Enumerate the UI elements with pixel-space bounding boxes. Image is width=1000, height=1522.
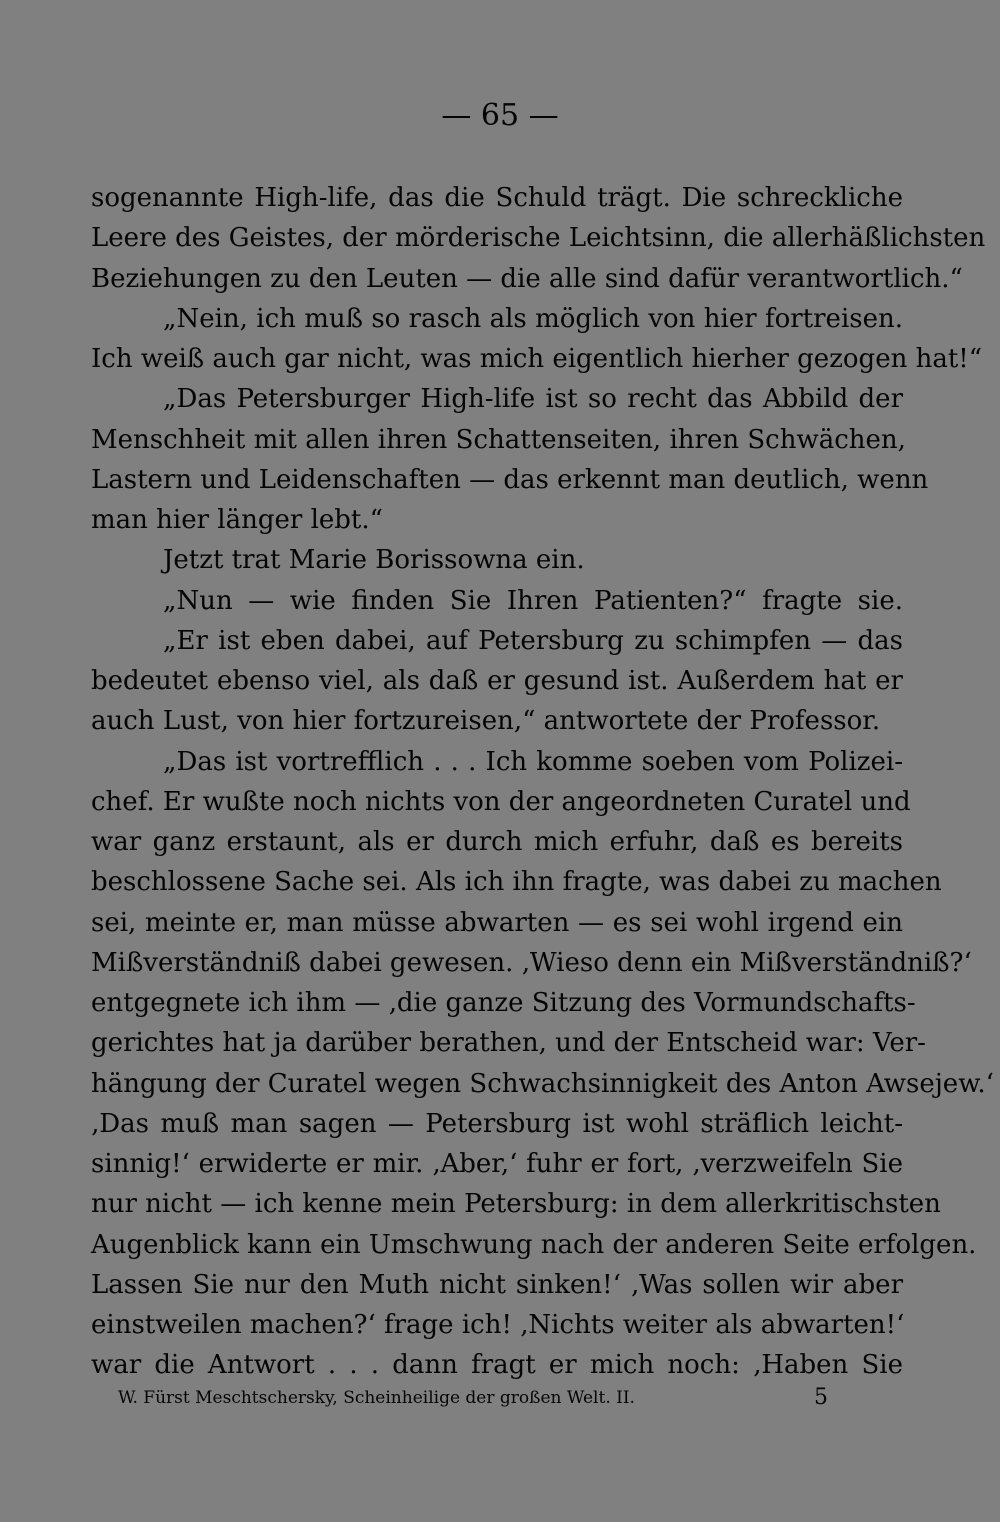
text-line: hängung der Curatel wegen Schwachsinnigkeit des Anton Awsejew.‘ xyxy=(91,1068,994,1099)
text-line: ‚Das muß man sagen — Petersburg ist wohl sträflich leicht- xyxy=(91,1108,903,1139)
text-line: Lastern und Leidenschaften — das erkennt man deutlich, wenn xyxy=(91,464,929,495)
text-line: gerichtes hat ja darüber berathen, und der Entscheid war: Ver- xyxy=(91,1028,926,1059)
text-line: war die Antwort . . . dann fragt er mich noch: ‚Haben Sie xyxy=(91,1350,903,1381)
text-line: bedeutet ebenso viel, als daß er gesund ist. Außerdem hat er xyxy=(91,666,903,696)
text-line: „Das Petersburger High-life ist so recht das Abbild der xyxy=(163,384,903,415)
text-line: nur nicht — ich kenne mein Petersburg: in dem allerkritischsten xyxy=(91,1189,941,1220)
text-line: einstweilen machen?‘ frage ich! ‚Nichts weiter als abwarten!‘ xyxy=(91,1310,905,1340)
text-line: war ganz erstaunt, als er durch mich erfuhr, daß es bereits xyxy=(91,827,903,857)
text-line: „Nun — wie finden Sie Ihren Patienten?“ fragte sie. xyxy=(163,585,903,616)
text-line: Augenblick kann ein Umschwung nach der anderen Seite erfolgen. xyxy=(91,1229,977,1260)
text-line: auch Lust, von hier fortzureisen,“ antwortete der Professor. xyxy=(91,706,881,737)
text-line: Mißverständniß dabei gewesen. ‚Wieso denn ein Mißverständniß?‘ xyxy=(91,947,972,978)
text-line: sogenannte High-life, das die Schuld trägt. Die schreckliche xyxy=(91,183,903,213)
text-line: Lassen Sie nur den Muth nicht sinken!‘ ‚Was sollen wir aber xyxy=(91,1269,903,1300)
text-line: „Er ist eben dabei, auf Petersburg zu schimpfen — das xyxy=(163,625,903,656)
text-line: sinnig!‘ erwiderte er mir. ‚Aber,‘ fuhr er fort, ‚verzweifeln Sie xyxy=(91,1149,903,1179)
signature-line: W. Fürst Meschtschersky, Scheinheilige der großen Welt. II. xyxy=(118,1388,635,1408)
text-line: Ich weiß auch gar nicht, was mich eigentlich hierher gezogen hat!“ xyxy=(91,344,983,374)
sheet-number: 5 xyxy=(814,1385,828,1410)
text-line: chef. Er wußte noch nichts von der angeordneten Curatel und xyxy=(91,786,911,817)
body-text xyxy=(91,178,994,1386)
text-line: sei, meinte er, man müsse abwarten — es sei wohl irgend ein xyxy=(91,907,903,938)
text-line: Leere des Geistes, der mörderische Leichtsinn, die allerhäßlichsten xyxy=(91,223,986,254)
page-footer xyxy=(118,1384,828,1412)
text-line: „Das ist vortrefflich . . . Ich komme soeben vom Polizei- xyxy=(163,746,903,777)
text-line: Beziehungen zu den Leuten — die alle sind dafür verantwortlich.“ xyxy=(91,263,963,294)
text-line: Jetzt trat Marie Borissowna ein. xyxy=(163,545,585,576)
page-number: — 65 — xyxy=(441,98,559,133)
text-line: „Nein, ich muß so rasch als möglich von hier fortreisen. xyxy=(163,303,903,334)
text-line: beschlossene Sache sei. Als ich ihn fragte, was dabei zu machen xyxy=(91,867,942,898)
text-line: man hier länger lebt.“ xyxy=(91,505,383,535)
text-line: entgegnete ich ihm — ‚die ganze Sitzung des Vormundschafts- xyxy=(91,988,916,1018)
text-line: Menschheit mit allen ihren Schattenseiten, ihren Schwächen, xyxy=(91,424,906,455)
